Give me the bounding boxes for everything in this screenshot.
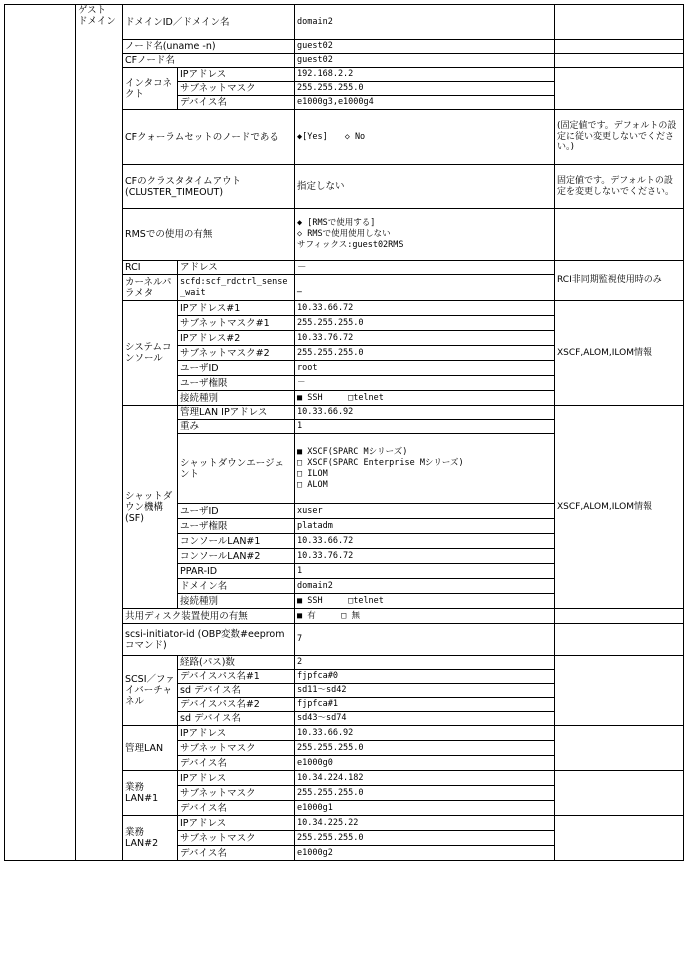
timeout-note: 固定値です。デフォルトの設定を変更しないでください。: [555, 165, 684, 209]
note-cell: [555, 816, 684, 861]
scsi-row-label: デバイスパス名#1: [178, 670, 295, 684]
shutdown-row-label: ユーザ権限: [178, 519, 295, 534]
mgmt-lan-row-label: IPアドレス: [178, 726, 295, 741]
node-name-label: ノード名(uname -n): [123, 40, 295, 54]
note-cell: [555, 68, 684, 110]
interconnect-mask-label: サブネットマスク: [178, 82, 295, 96]
timeout-value: 指定しない: [295, 165, 555, 209]
agent-option: □ ALOM: [297, 479, 328, 490]
rms-label: RMSでの使用の有無: [123, 209, 295, 261]
domain-id-label: ドメインID／ドメイン名: [123, 5, 295, 40]
scsi-initiator-value: 7: [295, 624, 555, 656]
rms-options: [295, 209, 555, 261]
section-label: ゲスト ドメイン: [76, 5, 123, 861]
cf-node-value: guest02: [295, 54, 555, 68]
shutdown-row-label: ユーザID: [178, 504, 295, 519]
scsi-initiator-label: scsi-initiator-id (OBP変数#eepromコマンド): [123, 624, 295, 656]
biz-lan1-row-label: デバイス名: [178, 801, 295, 816]
shutdown-weight-value: 1: [295, 420, 555, 434]
console-row-value: 10.33.66.72: [295, 301, 555, 316]
rms-suffix: サフィックス:guest02RMS: [297, 240, 404, 250]
note-cell: [555, 771, 684, 816]
kernel-param-name: scfd:scf_rdctrl_sense_wait: [178, 275, 295, 301]
scsi-row-value: sd11～sd42: [295, 684, 555, 698]
biz-lan2-label: 業務LAN#2: [123, 816, 178, 861]
quorum-value: ◆[Yes] ◇ No: [295, 110, 555, 165]
console-row-value: －: [295, 376, 555, 391]
mgmt-lan-row-label: デバイス名: [178, 756, 295, 771]
scsi-row-label: 経路(パス)数: [178, 656, 295, 670]
console-row-label: ユーザ権限: [178, 376, 295, 391]
interconnect-device-value: e1000g3,e1000g4: [295, 96, 555, 110]
mgmt-lan-row-value: e1000g0: [295, 756, 555, 771]
mgmt-lan-row-value: 255.255.255.0: [295, 741, 555, 756]
shutdown-row-value: xuser: [295, 504, 555, 519]
interconnect-ip-label: IPアドレス: [178, 68, 295, 82]
biz-lan2-row-value: 255.255.255.0: [295, 831, 555, 846]
note-cell: [555, 40, 684, 54]
shutdown-row-value: 1: [295, 564, 555, 579]
biz-lan1-row-label: サブネットマスク: [178, 786, 295, 801]
interconnect-label: インタコネクト: [123, 68, 178, 110]
quorum-label: CFクォーラムセットのノードである: [123, 110, 295, 165]
biz-lan1-label: 業務LAN#1: [123, 771, 178, 816]
system-console-label: システムコンソール: [123, 301, 178, 406]
timeout-label: CFのクラスタタイムアウト(CLUSTER_TIMEOUT): [123, 165, 295, 209]
interconnect-device-label: デバイス名: [178, 96, 295, 110]
scsi-row-label: デバイスパス名#2: [178, 698, 295, 712]
shutdown-row-value: 10.33.76.72: [295, 549, 555, 564]
kernel-param-label: カーネルパラメタ: [123, 275, 178, 301]
scsi-label: SCSI／ファイバーチャネル: [123, 656, 178, 726]
scsi-row-label: sd デバイス名: [178, 712, 295, 726]
console-row-value: root: [295, 361, 555, 376]
shutdown-lan-label: 管理LAN IPアドレス: [178, 406, 295, 420]
console-row-label: サブネットマスク#2: [178, 346, 295, 361]
shutdown-connection-value: ■ SSH □telnet: [295, 594, 555, 609]
scsi-row-label: sd デバイス名: [178, 684, 295, 698]
shutdown-row-label: ドメイン名: [178, 579, 295, 594]
note-cell: [555, 609, 684, 624]
console-row-value: 255.255.255.0: [295, 346, 555, 361]
scsi-row-value: fjpfca#0: [295, 670, 555, 684]
console-row-label: IPアドレス#1: [178, 301, 295, 316]
kernel-param-value: _: [295, 275, 555, 301]
shutdown-note: XSCF,ALOM,ILOM情報: [555, 406, 684, 609]
note-cell: [555, 54, 684, 68]
cf-node-label: CFノード名: [123, 54, 295, 68]
biz-lan2-row-label: IPアドレス: [178, 816, 295, 831]
rci-address-label: アドレス: [178, 261, 295, 275]
shutdown-agent-options: [295, 434, 555, 504]
shutdown-row-label: コンソールLAN#2: [178, 549, 295, 564]
console-connection-value: ■ SSH □telnet: [295, 391, 555, 406]
rms-option-use: ◆ [RMSで使用する]: [297, 218, 376, 228]
quorum-note: (固定値です。デフォルトの設定に従い変更しないでください。): [555, 110, 684, 165]
interconnect-mask-value: 255.255.255.0: [295, 82, 555, 96]
note-cell: [555, 209, 684, 261]
note-cell: [555, 624, 684, 656]
shutdown-row-value: domain2: [295, 579, 555, 594]
left-margin-cell: [5, 5, 76, 861]
console-row-value: 10.33.76.72: [295, 331, 555, 346]
note-cell: [555, 656, 684, 726]
guest-domain-sheet: [4, 4, 684, 861]
note-cell: [555, 726, 684, 771]
note-cell: [555, 5, 684, 40]
console-row-value: 255.255.255.0: [295, 316, 555, 331]
scsi-row-value: 2: [295, 656, 555, 670]
shutdown-agent-label: シャットダウンエージェント: [178, 434, 295, 504]
shutdown-label: シャットダウン機構(SF): [123, 406, 178, 609]
biz-lan1-row-value: 255.255.255.0: [295, 786, 555, 801]
mgmt-lan-row-value: 10.33.66.92: [295, 726, 555, 741]
biz-lan1-row-value: e1000g1: [295, 801, 555, 816]
biz-lan1-row-value: 10.34.224.182: [295, 771, 555, 786]
scsi-row-value: fjpfca#1: [295, 698, 555, 712]
rci-note: RCI非同期監視使用時のみ: [555, 261, 684, 301]
biz-lan2-row-label: デバイス名: [178, 846, 295, 861]
agent-option: □ XSCF(SPARC Enterprise Mシリーズ): [297, 457, 464, 468]
system-console-note: XSCF,ALOM,ILOM情報: [555, 301, 684, 406]
shutdown-row-label: PPAR-ID: [178, 564, 295, 579]
console-row-label: 接続種別: [178, 391, 295, 406]
shutdown-lan-value: 10.33.66.92: [295, 406, 555, 420]
shutdown-row-label: コンソールLAN#1: [178, 534, 295, 549]
rms-option-not-use: ◇ RMSで使用使用しない: [297, 229, 391, 239]
biz-lan2-row-label: サブネットマスク: [178, 831, 295, 846]
biz-lan2-row-value: 10.34.225.22: [295, 816, 555, 831]
agent-option: ■ XSCF(SPARC Mシリーズ): [297, 446, 408, 457]
mgmt-lan-label: 管理LAN: [123, 726, 178, 771]
biz-lan2-row-value: e1000g2: [295, 846, 555, 861]
shutdown-row-label: 接続種別: [178, 594, 295, 609]
rci-address-value: －: [295, 261, 555, 275]
console-row-label: ユーザID: [178, 361, 295, 376]
domain-id-value: domain2: [295, 5, 555, 40]
scsi-row-value: sd43～sd74: [295, 712, 555, 726]
interconnect-ip-value: 192.168.2.2: [295, 68, 555, 82]
mgmt-lan-row-label: サブネットマスク: [178, 741, 295, 756]
agent-option: □ ILOM: [297, 468, 328, 479]
shared-disk-value: ■ 有 □ 無: [295, 609, 555, 624]
shutdown-row-value: platadm: [295, 519, 555, 534]
rci-label: RCI: [123, 261, 178, 275]
console-row-label: IPアドレス#2: [178, 331, 295, 346]
shutdown-row-value: 10.33.66.72: [295, 534, 555, 549]
console-row-label: サブネットマスク#1: [178, 316, 295, 331]
biz-lan1-row-label: IPアドレス: [178, 771, 295, 786]
shared-disk-label: 共用ディスク装置使用の有無: [123, 609, 295, 624]
shutdown-weight-label: 重み: [178, 420, 295, 434]
node-name-value: guest02: [295, 40, 555, 54]
